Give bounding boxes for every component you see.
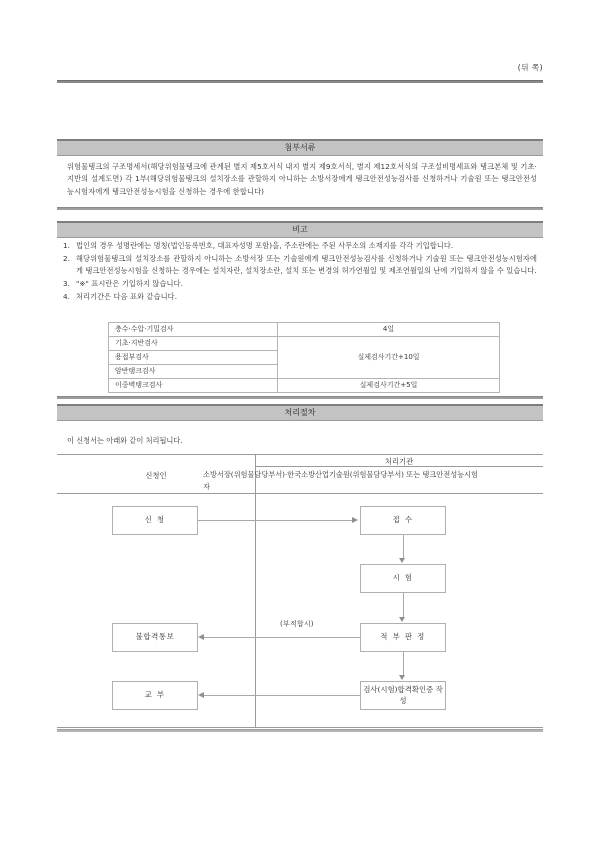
flow-box-test: 시 험	[360, 564, 446, 593]
remark-text: 해당위험물탱크의 설치장소를 관할하지 아니하는 소방서장 또는 기술원에게 탱크안전성능검사를 신청하거나 기술원 또는 탱크안전성능시험자에게 탱크안전성능시험을 신청하는 경우에는 설치자란, 설치장소란, 설치 또는 변경의 허가연월일 및 제조연월일의 난에 기입하지 않을 수 있습니다.	[76, 253, 537, 276]
attachments-section-body	[57, 161, 543, 198]
remarks-list	[57, 240, 543, 304]
procedure-header-bottom-border	[57, 493, 543, 494]
connector-apply-to-receipt	[198, 520, 354, 521]
arrow-down-icon	[399, 617, 405, 622]
inspection-type-cell: 충수·수압·기밀검사	[109, 323, 278, 337]
attachments-section-bottom-rule	[57, 207, 543, 210]
table-row	[109, 323, 500, 337]
flow-box-judgement: 적 부 판 정	[360, 623, 446, 652]
flow-box-certificate: 검사(시험)합격확인증 작성	[360, 681, 446, 710]
attachments-section-header: 첨부서류	[57, 139, 543, 156]
remarks-section-bottom-rule	[57, 396, 543, 399]
remark-text: 처리기간은 다음 표와 같습니다.	[76, 292, 178, 302]
flow-box-apply: 신 청	[112, 506, 198, 535]
list-item	[57, 278, 543, 290]
remark-text: 법인의 경우 성명란에는 명칭(법인등록번호, 대표자성명 포함)을, 주소란에는 주된 사무소의 소재지를 각각 기입합니다.	[76, 241, 454, 250]
connector-certificate-to-issue	[204, 695, 360, 696]
remarks-section-body	[57, 240, 543, 304]
procedure-table-top-border	[57, 454, 543, 455]
agency-column-detail: 소방서장(위험물담당부서)·한국소방산업기술원(위험물담당부서) 또는 탱크안전성능시험자	[203, 470, 478, 491]
list-item	[57, 240, 543, 252]
arrow-left-icon	[198, 634, 204, 640]
connector-judgement-to-fail	[204, 637, 360, 638]
procedure-column-divider	[255, 454, 256, 727]
remark-text: "※" 표시란은 기입하지 않습니다.	[76, 279, 183, 289]
arrow-left-icon	[198, 692, 204, 698]
arrow-down-icon	[399, 558, 405, 563]
attachments-text: 위험물탱크의 구조명세서(해당위험물탱크에 관계된 별지 제5호서식 내지 별지 제9호서식, 별지 제12호서식의 구조설비명세표와 탱크본체 및 기초·지반의 설계도면) 각 1부(해당위험물탱크의 설치장소를 관할하지 아니하는 소방서장에게 탱크안전성능검사를 신청하거나 기술원 또는 탱크안전성능시험자에게 탱크안전성능시험을 신청하는 경우에 한합니다)	[67, 162, 537, 196]
page-bottom-rule	[57, 729, 543, 732]
remark-number: 1.	[63, 241, 70, 250]
table-row	[109, 379, 500, 393]
connector-receipt-to-test	[403, 535, 404, 559]
connector-judgement-to-certificate	[403, 652, 404, 676]
processing-days-cell: 실제검사기간+10일	[278, 337, 500, 379]
processing-days-cell: 4일	[278, 323, 500, 337]
processing-period-table	[108, 322, 500, 393]
inspection-type-cell: 암반탱크검사	[109, 365, 278, 379]
remark-number: 2.	[63, 253, 70, 263]
table-row	[109, 337, 500, 351]
connector-test-to-judgement	[403, 593, 404, 617]
procedure-section-header: 처리절차	[57, 404, 543, 421]
procedure-table-bottom-border	[57, 727, 543, 728]
remark-number: 4.	[63, 292, 70, 302]
top-horizontal-rule	[57, 80, 543, 83]
inspection-type-cell: 용접부검사	[109, 351, 278, 365]
flow-box-receipt: 접 수	[360, 506, 446, 535]
arrow-right-icon	[352, 517, 358, 523]
list-item	[57, 253, 543, 278]
remark-number: 3.	[63, 279, 70, 289]
flow-label-fail-condition: (부적합시)	[280, 620, 314, 628]
remarks-section-header: 비고	[57, 221, 543, 238]
arrow-down-icon	[399, 675, 405, 680]
applicant-column-header: 신청인	[145, 471, 167, 480]
page-side-label: (뒤 쪽)	[517, 63, 543, 72]
inspection-type-cell: 기초·지반검사	[109, 337, 278, 351]
flow-box-issue: 교 부	[112, 681, 198, 710]
procedure-intro-text: 이 신청서는 아래와 같이 처리됩니다.	[67, 436, 183, 445]
processing-days-cell: 실제검사기간+5일	[278, 379, 500, 393]
agency-column-header: 처리기관	[384, 457, 414, 466]
inspection-type-cell: 이중벽탱크검사	[109, 379, 278, 393]
list-item	[57, 291, 543, 303]
flow-box-fail-notice: 불합격통보	[112, 623, 198, 652]
